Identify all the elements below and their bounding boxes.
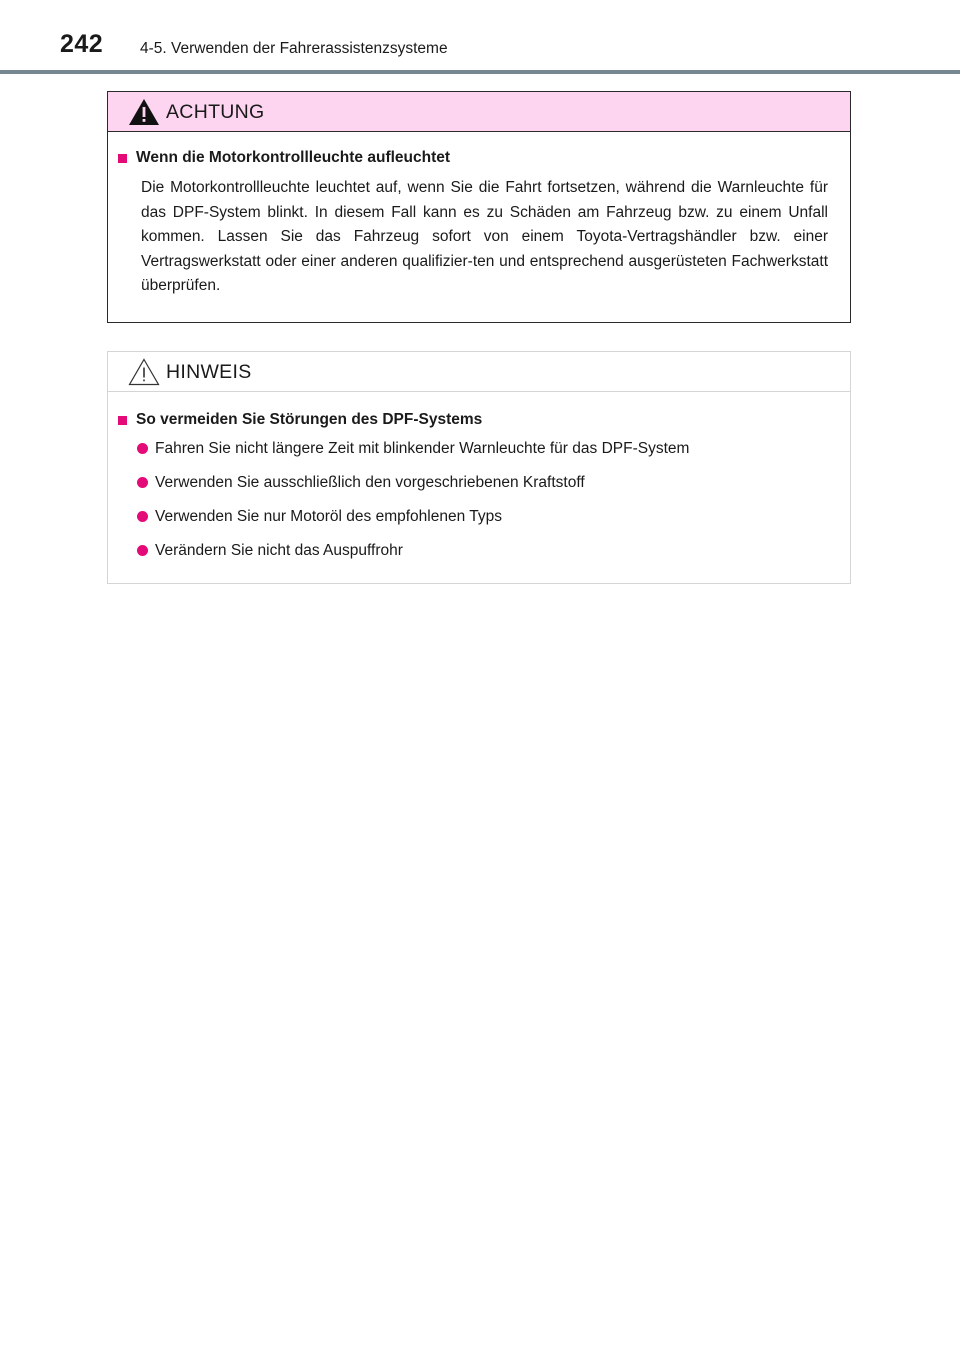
hinweis-box bbox=[107, 351, 851, 584]
list-item-text: Verändern Sie nicht das Auspuffrohr bbox=[155, 542, 403, 559]
dot-bullet-icon bbox=[137, 545, 148, 556]
list-item-text: Verwenden Sie nur Motoröl des empfohlenen Typs bbox=[155, 508, 502, 525]
achtung-header bbox=[108, 92, 850, 132]
page-number: 242 bbox=[60, 30, 104, 58]
dot-bullet-icon bbox=[137, 443, 148, 454]
list-item bbox=[137, 439, 828, 459]
dot-bullet-icon bbox=[137, 477, 148, 488]
dot-bullet-icon bbox=[137, 511, 148, 522]
achtung-paragraph: Die Motorkontrollleuchte leuchtet auf, wenn Sie die Fahrt fortsetzen, während die Warnleuchte für das DPF-System blinkt. In diesem Fall kann es zu Schäden am Fahrzeug bzw. zu einem Unfall kommen. Lassen Sie das Fahrzeug sofort von einem Toyota-Vertragshändler bzw. einer Vertragswerkstatt oder einer anderen qualifizier-ten und entsprechend ausgerüsteten Fachwerkstatt überprüfen. bbox=[141, 179, 828, 294]
achtung-subheading bbox=[118, 149, 828, 167]
square-bullet-icon bbox=[118, 154, 127, 163]
list-item bbox=[137, 541, 828, 561]
list-item-text: Verwenden Sie ausschließlich den vorgeschriebenen Kraftstoff bbox=[155, 474, 585, 491]
hinweis-body bbox=[108, 392, 850, 561]
list-item bbox=[137, 507, 828, 527]
achtung-body bbox=[108, 132, 850, 299]
hinweis-heading-text: So vermeiden Sie Störungen des DPF-Systems bbox=[136, 411, 483, 428]
achtung-title: ACHTUNG bbox=[166, 101, 265, 123]
hinweis-header bbox=[108, 352, 850, 392]
list-item-text: Fahren Sie nicht längere Zeit mit blinkender Warnleuchte für das DPF-System bbox=[155, 440, 690, 457]
warning-outline-icon bbox=[128, 358, 160, 386]
achtung-heading-text: Wenn die Motorkontrollleuchte aufleuchtet bbox=[136, 149, 451, 166]
square-bullet-icon bbox=[118, 416, 127, 425]
warning-icon bbox=[128, 98, 160, 126]
header-rule bbox=[0, 70, 960, 74]
hinweis-subheading bbox=[118, 411, 828, 429]
achtung-box bbox=[107, 91, 851, 323]
hinweis-title: HINWEIS bbox=[166, 361, 252, 383]
list-item bbox=[137, 473, 828, 493]
section-title: 4-5. Verwenden der Fahrerassistenzsysteme bbox=[140, 40, 448, 57]
